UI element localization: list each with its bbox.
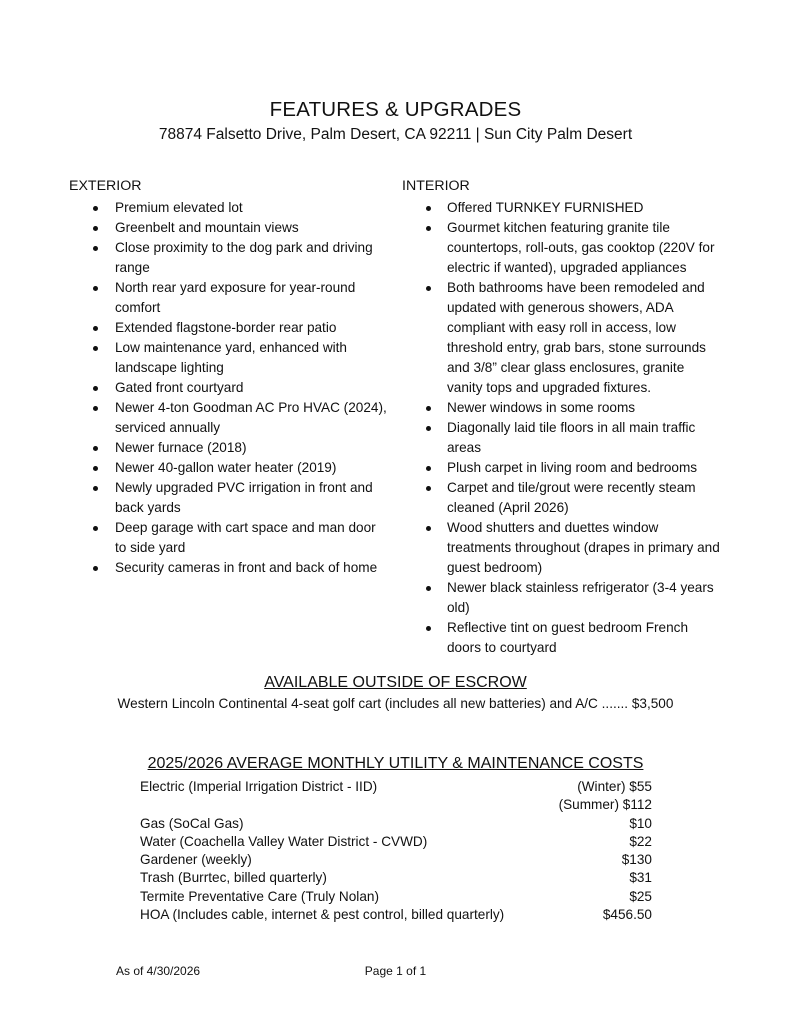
cost-row (140, 833, 652, 851)
exterior-heading: EXTERIOR (69, 178, 142, 194)
list-item: Offered TURNKEY FURNISHED (402, 198, 722, 218)
interior-section (402, 176, 722, 658)
exterior-section (69, 176, 389, 578)
cost-amount: (Winter) $55 (577, 779, 652, 794)
list-item: Gated front courtyard (69, 378, 389, 398)
interior-list (402, 198, 722, 658)
list-item: Greenbelt and mountain views (69, 218, 389, 238)
cost-row (140, 815, 652, 833)
list-item: North rear yard exposure for year-round comfort (69, 278, 389, 318)
list-item: Newer furnace (2018) (69, 438, 389, 458)
exterior-list (69, 198, 389, 578)
costs-heading: 2025/2026 AVERAGE MONTHLY UTILITY & MAINTENANCE COSTS (147, 755, 644, 772)
list-item: Reflective tint on guest bedroom French doors to courtyard (402, 618, 722, 658)
cost-row (140, 888, 652, 906)
cost-label: Gas (SoCal Gas) (140, 815, 244, 831)
list-item: Newly upgraded PVC irrigation in front and back yards (69, 478, 389, 518)
cost-amount: $456.50 (602, 907, 652, 923)
list-item: Premium elevated lot (69, 198, 389, 218)
list-item: Extended flagstone-border rear patio (69, 318, 389, 338)
cost-label: HOA (Includes cable, internet & pest control, billed quarterly) (140, 907, 505, 923)
list-item: Diagonally laid tile floors in all main traffic areas (402, 418, 722, 458)
document-title: FEATURES & UPGRADES (269, 98, 522, 121)
cost-amount: $10 (629, 815, 652, 831)
page-number: Page 1 of 1 (364, 964, 427, 978)
interior-heading: INTERIOR (402, 178, 470, 194)
list-item: Wood shutters and duettes window treatments throughout (drapes in primary and guest bedroom) (402, 518, 722, 578)
list-item: Close proximity to the dog park and driving range (69, 238, 389, 278)
list-item: Deep garage with cart space and man door to side yard (69, 518, 389, 558)
list-item: Newer 40-gallon water heater (2019) (69, 458, 389, 478)
cost-row (140, 851, 652, 869)
cost-label: Trash (Burrtec, billed quarterly) (140, 870, 327, 886)
escrow-heading: AVAILABLE OUTSIDE OF ESCROW (264, 674, 527, 691)
cost-label: Water (Coachella Valley Water District - CVWD) (140, 833, 428, 849)
list-item: Newer windows in some rooms (402, 398, 722, 418)
cost-amount: (Summer) $112 (558, 797, 652, 813)
list-item: Low maintenance yard, enhanced with landscape lighting (69, 338, 389, 378)
list-item: Both bathrooms have been remodeled and updated with generous showers, ADA compliant with easy roll in access, low threshold entry, grab bars, stone surrounds and 3/8” clear glass enclosures, granite vanity tops and upgraded fixtures. (402, 278, 722, 398)
cost-label: Electric (Imperial Irrigation District - IID) (140, 779, 378, 794)
cost-row (140, 906, 652, 924)
cost-row (140, 869, 652, 887)
cost-amount: $130 (621, 852, 652, 868)
cost-amount: $22 (629, 833, 652, 849)
list-item: Gourmet kitchen featuring granite tile countertops, roll-outs, gas cooktop (220V for electric if wanted), upgraded appliances (402, 218, 722, 278)
costs-table (140, 778, 652, 924)
as-of-date: As of 4/30/2026 (116, 964, 201, 978)
cost-row (140, 778, 652, 796)
cost-label: Gardener (weekly) (140, 852, 252, 868)
cost-row (140, 796, 652, 814)
list-item: Carpet and tile/grout were recently steam cleaned (April 2026) (402, 478, 722, 518)
list-item: Security cameras in front and back of home (69, 558, 389, 578)
property-address: 78874 Falsetto Drive, Palm Desert, CA 92211 | Sun City Palm Desert (158, 126, 633, 143)
cost-amount: $31 (629, 870, 652, 886)
list-item: Newer black stainless refrigerator (3-4 years old) (402, 578, 722, 618)
list-item: Newer 4-ton Goodman AC Pro HVAC (2024), serviced annually (69, 398, 389, 438)
list-item: Plush carpet in living room and bedrooms (402, 458, 722, 478)
cost-amount: $25 (629, 888, 652, 904)
cost-label: Termite Preventative Care (Truly Nolan) (140, 888, 379, 904)
escrow-item: Western Lincoln Continental 4-seat golf cart (includes all new batteries) and A/C ....... $3,500 (117, 696, 674, 711)
